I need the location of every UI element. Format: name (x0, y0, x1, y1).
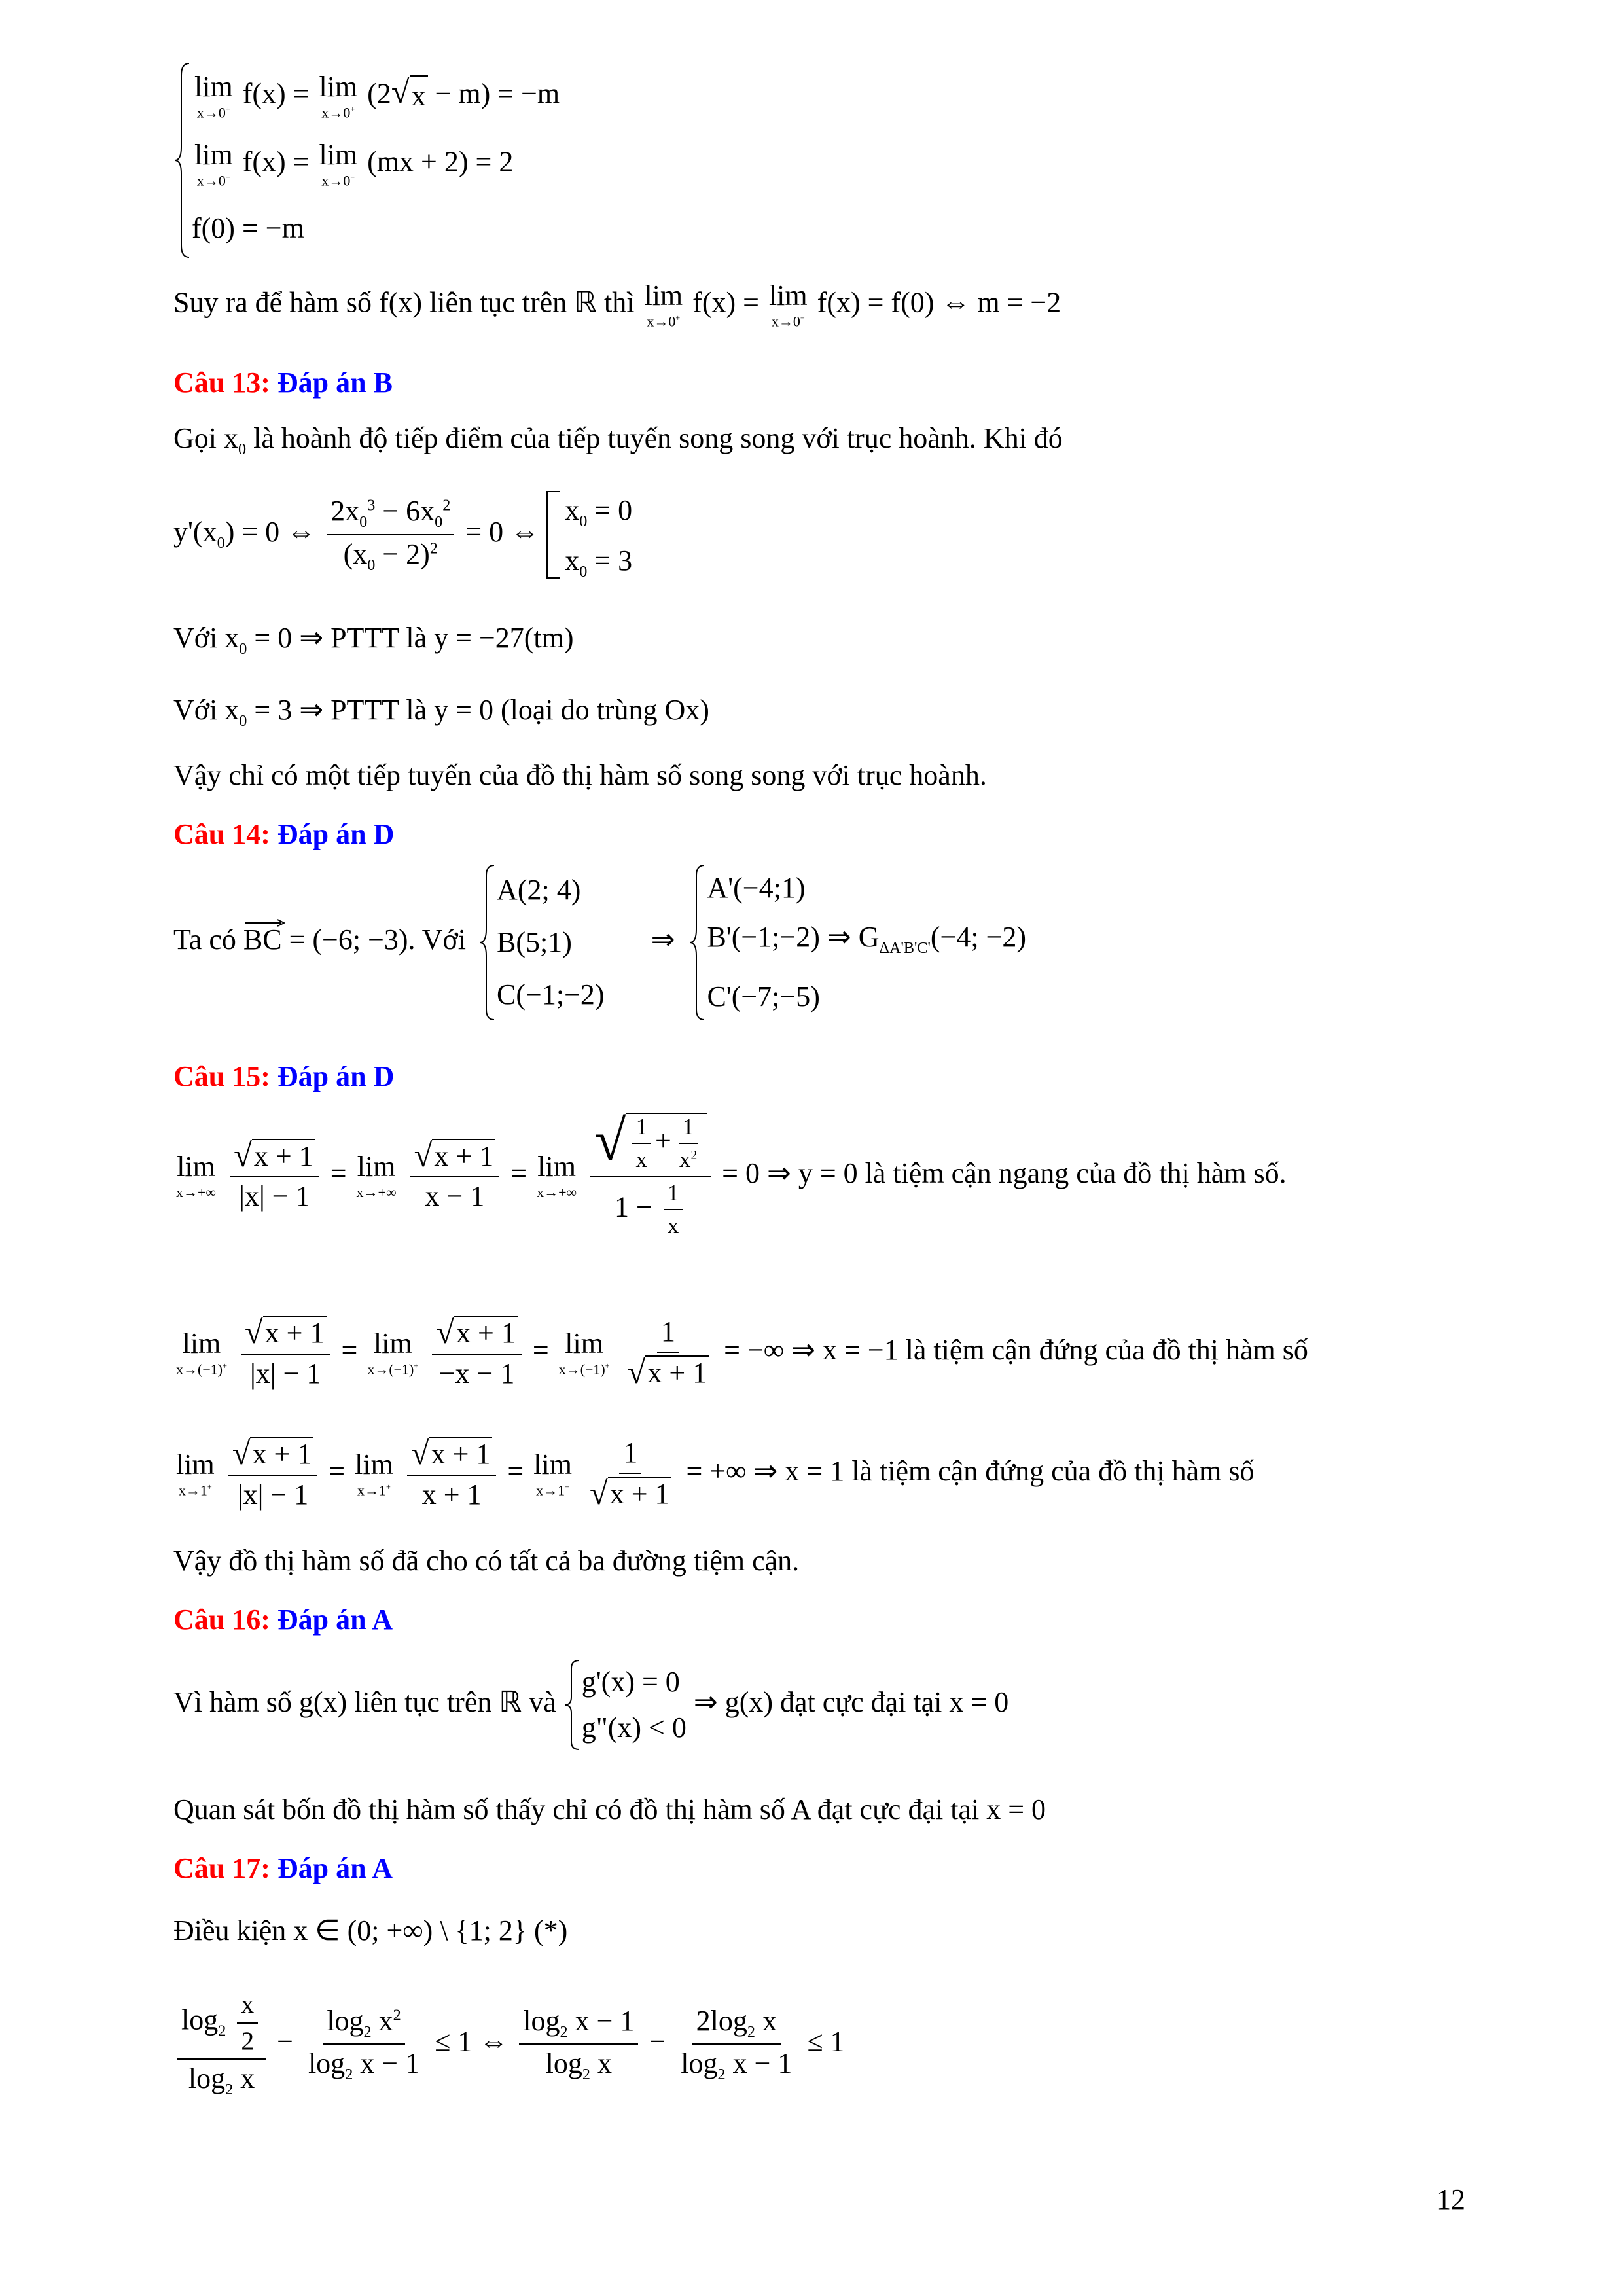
q15-label: Câu 15: (173, 1060, 270, 1092)
page-number: 12 (1436, 2183, 1465, 2215)
q13-equation: $y'(x_0) = 0$ ⇔ $\frac{2x_0^3 - 6x_0^2}{(x_0 - 2)^2}$ = 0 ⇔ $x_0 = 0$ $x_0 = 3$ (173, 491, 632, 579)
q17-label: Câu 17: (173, 1852, 270, 1884)
q17-header (173, 1849, 393, 1888)
q16-label: Câu 16: (173, 1604, 270, 1636)
q15-line2: lim x→(−1)+ √ x + 1 |x| − 1 = lim x→(−1)+ √ x + 1 −x − 1 = lim x→(−1)+ 1 √ x + 1 = −∞ ⇒ x = −1 là tiệm cận đứng của đồ thị hàm số (176, 1314, 1308, 1390)
continuity-lead: Suy ra để hàm số (173, 286, 372, 319)
q13-label: Câu 13: (173, 367, 270, 399)
continuity-mid: liên tục trên (429, 286, 567, 319)
q15-header (173, 1057, 394, 1096)
q14-body: Ta có BC = (−6; −3). Với A(2; 4) B(5;1) C(−1;−2) ⇒ A'(−4;1) B'(−1;−2) ⇒ $G_{\Delta A'B'C'}(-4$; −2) C'(−7;−5) (173, 864, 1026, 1021)
q15-line3: lim x→1+ √ x + 1 |x| − 1 = lim x→1+ √ x + 1 x + 1 = lim x→1+ 1 √ x + 1 = +∞ ⇒ x = 1 là tiệm cận đứng của đồ thị hàm số (176, 1435, 1255, 1511)
q14-answer: Đáp án D (277, 818, 395, 850)
q17-inequality: $\log_2$ $\frac{x}{2}$ $\log_2 x$ − $\frac{\log_2 x^2}{\log_2 x - 1}$ ≤ 1 ⇔ $\frac{\log_2 x - 1}{\log_2 x}$ − $\frac{2\log_2 x}{\log_2 x - 1}$ ≤ 1 (173, 1990, 845, 2099)
system-row2-result: = 2 (475, 145, 514, 178)
q13-header (173, 363, 393, 403)
point-c-prime: C'(−7;−5) (707, 980, 820, 1013)
q14-header (173, 815, 394, 854)
q16-header (173, 1600, 393, 1640)
q15-answer: Đáp án D (277, 1060, 395, 1092)
q13-conclusion: Vậy chỉ có một tiếp tuyến của đồ thị hàm số song song với trục hoành. (173, 759, 987, 791)
q17-answer: Đáp án A (277, 1852, 393, 1884)
point-c: C(−1;−2) (497, 978, 605, 1011)
system-row3: f(0) = −m (192, 212, 304, 245)
continuity-line: Suy ra để hàm số f(x) liên tục trên ℝ thì lim x→0+ f(x) = lim x→0− f(x) = f(0) ⇔ m = −2 (173, 279, 1061, 330)
top-limit-system: lim x→0+ f(x) = lim x→0+ (2 √ x − m) = −m lim x→0− f(x) = lim x→0− (mx + 2) = 2 f(0) = −m (173, 62, 560, 259)
q13-case2: Với $x_0 = 3$ ⇒ PTTT là y = 0 (loại do trùng Ox) (173, 694, 709, 730)
point-b-prime: B'(−1;−2) (707, 920, 820, 953)
q13-case1: Với $x_0 = 0$ ⇒ PTTT là y = −27(tm) (173, 622, 574, 658)
q13-answer: Đáp án B (277, 367, 393, 399)
q15-conclusion: Vậy đồ thị hàm số đã cho có tất cả ba đường tiệm cận. (173, 1545, 800, 1577)
continuity-thi: thì (604, 286, 635, 319)
point-a: A(2; 4) (497, 874, 581, 906)
q13-intro: Gọi $x_0$ là hoành độ tiếp điểm của tiếp tuyến song song với trục hoành. Khi đó (173, 422, 1063, 458)
system-row1-result: = −m (497, 77, 560, 110)
q16-observe: Quan sát bốn đồ thị hàm số thấy chỉ có đồ thị hàm số A đạt cực đại tại x = 0 (173, 1793, 1046, 1825)
q14-label: Câu 14: (173, 818, 270, 850)
q17-condition: Điều kiện x ∈ (0; +∞) \ {1; 2} (*) (173, 1914, 568, 1946)
q16-body: Vì hàm số g(x) liên tục trên ℝ và g'(x) = 0 g"(x) < 0 ⇒ g(x) đạt cực đại tại x = 0 (173, 1659, 1008, 1751)
point-a-prime: A'(−4;1) (707, 872, 806, 905)
point-b: B(5;1) (497, 926, 572, 958)
continuity-result: ⇔ m = −2 (941, 286, 1061, 319)
q16-answer: Đáp án A (277, 1604, 393, 1636)
q15-line1: lim x→+∞ √ x + 1 |x| − 1 = lim x→+∞ √ x + 1 x − 1 = lim x→+∞ √ $\frac{1}{x}$ + $\frac{1}{x^2}$ 1 − $\frac{1}{x}$ = 0 ⇒ y = 0 là tiệm cận ngang của đồ thị hàm số. (176, 1109, 1287, 1239)
